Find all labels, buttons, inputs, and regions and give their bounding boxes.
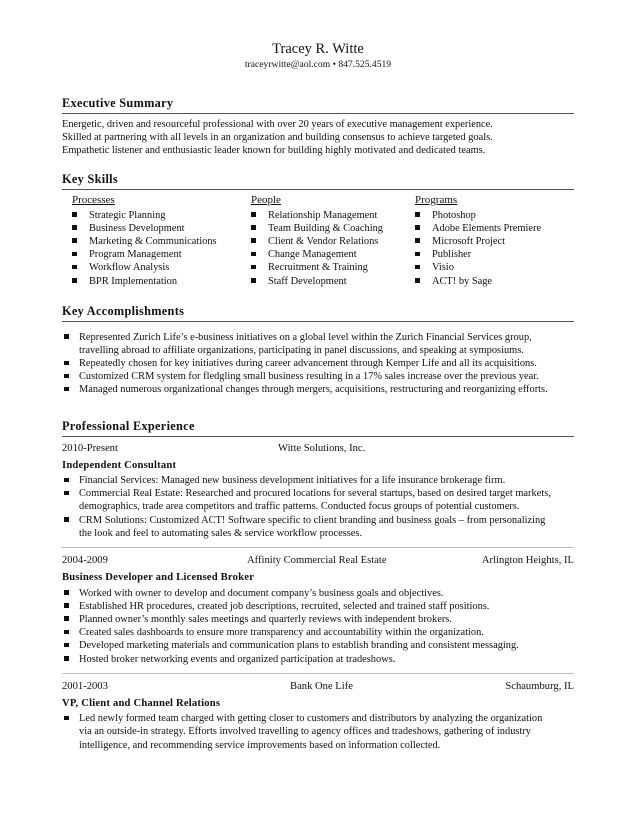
skill-item: Recruitment & Training: [241, 261, 411, 274]
skill-item: Workflow Analysis: [62, 261, 252, 274]
job-company: Witte Solutions, Inc.: [278, 442, 366, 454]
job-header: [62, 554, 574, 568]
skill-item: Relationship Management: [241, 209, 411, 222]
square-bullet-icon: [64, 716, 69, 721]
square-bullet-icon: [251, 225, 256, 230]
square-bullet-icon: [415, 225, 420, 230]
job-dates: 2004-2009: [62, 555, 108, 567]
skills-column-heading: People: [251, 193, 281, 206]
job-location: Arlington Heights, IL: [481, 555, 574, 567]
skills-column-people: [241, 194, 411, 288]
job-dates: 2010-Present: [62, 442, 118, 454]
square-bullet-icon: [64, 361, 69, 366]
square-bullet-icon: [415, 238, 420, 243]
skill-item: Strategic Planning: [62, 209, 252, 222]
job-role: VP, Client and Channel Relations: [62, 697, 221, 709]
section-title: Executive Summary: [62, 96, 574, 114]
job-entry: [62, 554, 574, 666]
skills-column-heading: Programs: [415, 193, 458, 206]
skill-item: BPR Implementation: [62, 275, 252, 288]
skill-item: Microsoft Project: [405, 235, 575, 248]
executive-summary-section: [62, 96, 574, 157]
square-bullet-icon: [64, 478, 69, 483]
square-bullet-icon: [72, 278, 77, 283]
square-bullet-icon: [64, 630, 69, 635]
square-bullet-icon: [64, 616, 69, 621]
job-duty-item: Worked with owner to develop and document company’s business goals and objectives.: [62, 587, 574, 600]
square-bullet-icon: [64, 656, 69, 661]
square-bullet-icon: [64, 517, 69, 522]
skills-column-programs: [405, 194, 575, 288]
section-title: Professional Experience: [62, 419, 574, 437]
square-bullet-icon: [72, 212, 77, 217]
accomplishment-item: Repeatedly chosen for key initiatives during career advancement through Kemper Life and all its acquisitions.: [62, 357, 574, 370]
job-entry: [62, 680, 574, 752]
summary-line: Empathetic listener and enthusiastic leader known for building highly motivated and dedicated teams.: [62, 145, 486, 157]
skill-item: Marketing & Communications: [62, 235, 252, 248]
summary-line: Energetic, driven and resourceful professional with over 20 years of executive management experience.: [62, 118, 493, 130]
accomplishment-item: Managed numerous organizational changes through mergers, acquisitions, restructuring and reorganizing efforts.: [62, 383, 574, 396]
skill-item: Team Building & Coaching: [241, 222, 411, 235]
square-bullet-icon: [415, 265, 420, 270]
key-accomplishments-section: [62, 304, 574, 397]
job-duty-item: Planned owner’s monthly sales meetings and quarterly reviews with independent brokers.: [62, 613, 574, 626]
job-role: Independent Consultant: [62, 459, 177, 471]
square-bullet-icon: [64, 643, 69, 648]
skill-item: Client & Vendor Relations: [241, 235, 411, 248]
skill-item: Program Management: [62, 248, 252, 261]
square-bullet-icon: [64, 491, 69, 496]
job-dates: 2001-2003: [62, 680, 108, 692]
section-title: Key Skills: [62, 172, 574, 190]
job-duty-item: Led newly formed team charged with getting closer to customers and distributors by analyzing the organization via an outside-in strategy. Efforts involved travelling to agency offices and tradeshows, gathering of industry intelligence, and recommending service improvements based on information collected.: [62, 712, 574, 752]
skill-item: Business Development: [62, 222, 252, 235]
square-bullet-icon: [415, 252, 420, 257]
job-header: [62, 442, 574, 456]
square-bullet-icon: [251, 278, 256, 283]
job-duty-item: Financial Services: Managed new business development initiatives for a life insurance brokerage firm.: [62, 474, 574, 487]
skill-item: Staff Development: [241, 275, 411, 288]
job-duty-item: Created sales dashboards to ensure more transparency and accountability within the organization.: [62, 626, 574, 639]
square-bullet-icon: [251, 238, 256, 243]
job-duty-item: Established HR procedures, created job descriptions, recruited, selected and trained staff positions.: [62, 600, 574, 613]
skill-item: Photoshop: [405, 209, 575, 222]
job-duty-item: CRM Solutions: Customized ACT! Software specific to client branding and business goals – from personalizing the look and feel to automating sales & service workflow processes.: [62, 514, 574, 540]
square-bullet-icon: [64, 603, 69, 608]
square-bullet-icon: [64, 387, 69, 392]
square-bullet-icon: [64, 590, 69, 595]
key-skills-section: [62, 172, 574, 290]
professional-experience-section: [62, 419, 574, 752]
square-bullet-icon: [251, 252, 256, 257]
section-title: Key Accomplishments: [62, 304, 574, 322]
contact-line: traceyrwitte@aol.com • 847.525.4519: [244, 59, 392, 70]
square-bullet-icon: [72, 238, 77, 243]
job-duty-item: Developed marketing materials and communication plans to establish branding and consistent messaging.: [62, 639, 574, 652]
square-bullet-icon: [415, 212, 420, 217]
square-bullet-icon: [72, 265, 77, 270]
candidate-name: Tracey R. Witte: [272, 41, 364, 57]
skill-item: Visio: [405, 261, 575, 274]
job-company: Affinity Commercial Real Estate: [247, 555, 387, 567]
skills-column-processes: [62, 194, 252, 288]
accomplishment-item: Customized CRM system for fledgling small business resulting in a 17% sales increase over the previous year.: [62, 370, 574, 383]
square-bullet-icon: [64, 334, 69, 339]
job-duty-item: Commercial Real Estate: Researched and procured locations for several startups, based on desired target markets, demographics, trade area competitors and traffic patterns. Conducted focus groups of potential customers.: [62, 487, 574, 513]
square-bullet-icon: [72, 252, 77, 257]
summary-line: Skilled at partnering with all levels in an organization and building consensus to achieve targeted goals.: [62, 131, 493, 143]
job-location: Schaumburg, IL: [505, 680, 574, 692]
skills-columns: [62, 194, 574, 290]
square-bullet-icon: [72, 225, 77, 230]
skills-column-heading: Processes: [72, 193, 115, 206]
square-bullet-icon: [64, 374, 69, 379]
square-bullet-icon: [251, 212, 256, 217]
job-role: Business Developer and Licensed Broker: [62, 572, 255, 584]
job-company: Bank One Life: [290, 680, 353, 692]
skill-item: Publisher: [405, 248, 575, 261]
accomplishment-item: Represented Zurich Life’s e-business initiatives on a global level within the Zurich Financial Services group, travelling abroad to affiliate organizations, participating in panel discussions, and speaking at symposiums.: [62, 331, 574, 357]
job-duty-item: Hosted broker networking events and organized participation at tradeshows.: [62, 653, 574, 666]
job-entry: [62, 442, 574, 540]
skill-item: ACT! by Sage: [405, 275, 575, 288]
square-bullet-icon: [251, 265, 256, 270]
job-header: [62, 680, 574, 694]
job-divider: [62, 673, 574, 674]
skill-item: Adobe Elements Premiere: [405, 222, 575, 235]
square-bullet-icon: [415, 278, 420, 283]
skill-item: Change Management: [241, 248, 411, 261]
job-divider: [62, 547, 574, 548]
